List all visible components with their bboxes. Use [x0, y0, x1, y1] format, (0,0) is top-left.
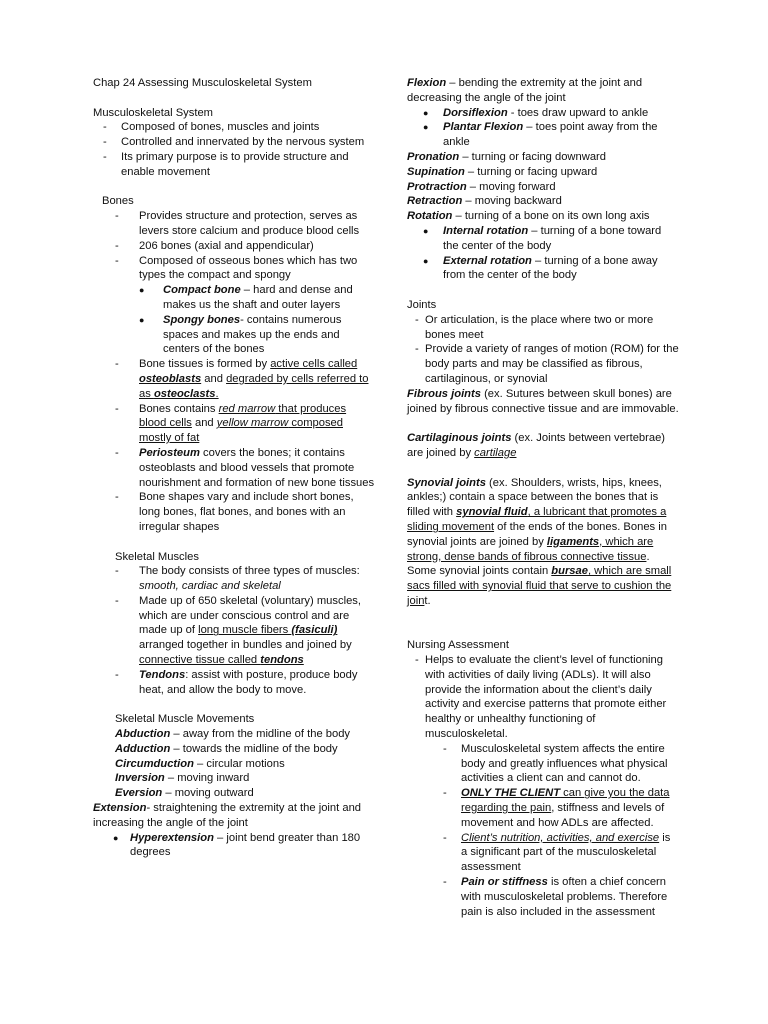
movement-item: Supination – turning or facing upward [407, 165, 598, 178]
list-item: - Or articulation, is the place where two or more bones meet [415, 313, 654, 341]
movement-item: Rotation – turning of a bone on its own long axis [407, 210, 650, 223]
list-item: - Helps to evaluate the client’s level of functioning with activities of daily living (ADLs). It will also provide the information about the client’s daily activity and exercise patterns that promote either healthy or unhealthy functioning of musculoskeletal. [415, 654, 667, 741]
list-item: - ONLY THE CLIENT can give you the data regarding the pain, stiffness and levels of movement and how ADLs are affected. [443, 787, 670, 829]
list-item: - The body consists of three types of muscles: smooth, cardiac and skeletal [115, 565, 360, 593]
list-item: - Periosteum covers the bones; it contains osteoblasts and blood vessels that promote nourishment and formation of new bone tissues [115, 446, 375, 489]
movement-item: Abduction – away from the midline of the body [115, 728, 351, 741]
cartilaginous-joints-paragraph: Cartilaginous joints (ex. Joints between vertebrae) are joined by cartilage [407, 432, 666, 459]
list-item: - Musculoskeletal system affects the entire body and greatly influences what physical activities a client can and cannot do. [443, 742, 668, 785]
list-item: - Provide a variety of ranges of motion (ROM) for the body parts and may be classified as fibrous, cartilaginous, or synovial [415, 343, 679, 385]
movement-item: Retraction – moving backward [407, 195, 562, 208]
fibrous-joints-paragraph: Fibrous joints (ex. Sutures between skull bones) are joined by fibrous connective tissue and are immovable. [407, 387, 679, 415]
movement-item: Pronation – turning or facing downward [407, 150, 606, 163]
movement-item: Inversion – moving inward [115, 772, 250, 785]
list-item: - Composed of osseous bones which has two types the compact and spongy [115, 254, 358, 282]
movement-item: Circumduction – circular motions [115, 757, 285, 770]
page-title: Chap 24 Assessing Musculoskeletal System [93, 77, 312, 89]
synovial-joints-paragraph: Synovial joints (ex. Shoulders, wrists, hips, knees, ankles;) contain a space between the bones that is filled with synovial fluid, a lubricant that promotes a sliding movement of the ends of the bones. Bones in synovial joints are joined by ligaments, which are strong, dense bands of fibrous connective tissue. Some synovial joints contain bursae, which are small sacs filled with synovial fluid that serve to cushion the joint. [407, 476, 672, 607]
list-item: - Controlled and innervated by the nervous system [103, 136, 365, 149]
list-item: - Bones contains red marrow that produces blood cells and yellow marrow composed mostly of fat [115, 402, 347, 445]
list-item: - Provides structure and protection, serves as levers store calcium and produce blood cells [115, 210, 360, 237]
list-item: - Its primary purpose is to provide structure and enable movement [103, 150, 349, 178]
list-item: ● External rotation – turning of a bone away from the center of the body [423, 254, 658, 282]
list-item: ● Plantar Flexion – toes point away from the ankle [423, 121, 658, 149]
bones-heading: Bones [102, 195, 134, 208]
list-item: ● Dorsiflexion - toes draw upward to ankle [423, 106, 649, 119]
list-item: ● Spongy bones- contains numerous spaces and makes up the ends and centers of the bones [139, 313, 342, 356]
movement-item: Eversion – moving outward [115, 787, 254, 800]
list-item: - Bone tissues is formed by active cells called osteoblasts and degraded by cells referred to as osteoclasts. [115, 358, 369, 400]
list-item: - Client’s nutrition, activities, and exercise is a significant part of the musculoskeletal assessment [443, 831, 671, 874]
list-item: ● Internal rotation – turning of a bone toward the center of the body [423, 224, 662, 252]
list-item: ● Hyperextension – joint bend greater than 180 degrees [113, 831, 361, 859]
movement-item: Adduction – towards the midline of the body [115, 742, 338, 755]
left-column [93, 76, 375, 860]
list-item: ● Compact bone – hard and dense and makes us the shaft and outer layers [139, 284, 353, 311]
movement-list [93, 727, 375, 801]
extension-item: Extension- straightening the extremity at the joint and increasing the angle of the joint [93, 802, 362, 829]
right-column [407, 76, 679, 919]
muscle-movements-heading: Skeletal Muscle Movements [115, 713, 255, 726]
joints-heading: Joints [407, 298, 437, 311]
list-item: - 206 bones (axial and appendicular) [115, 239, 314, 252]
list-item: - Composed of bones, muscles and joints [103, 121, 320, 134]
nursing-assessment-heading: Nursing Assessment [407, 639, 509, 652]
movement-item: Protraction – moving forward [407, 180, 556, 193]
flexion-item: Flexion – bending the extremity at the joint and decreasing the angle of the joint [407, 77, 643, 104]
list-item: - Pain or stiffness is often a chief concern with musculoskeletal problems. Therefore pain is also included in the assessment [443, 876, 668, 918]
skeletal-muscles-heading: Skeletal Muscles [115, 550, 199, 563]
list-item: - Made up of 650 skeletal (voluntary) muscles, which are under conscious control and are made up of long muscle fibers (fasiculi) arranged together in bundles and joined by connective tissue called tendons [115, 594, 361, 667]
musculoskeletal-heading: Musculoskeletal System [93, 106, 213, 119]
list-item: - Bone shapes vary and include short bones, long bones, flat bones, and bones with an irregular shapes [115, 491, 354, 533]
list-item: - Tendons: assist with posture, produce body heat, and allow the body to move. [115, 668, 358, 696]
